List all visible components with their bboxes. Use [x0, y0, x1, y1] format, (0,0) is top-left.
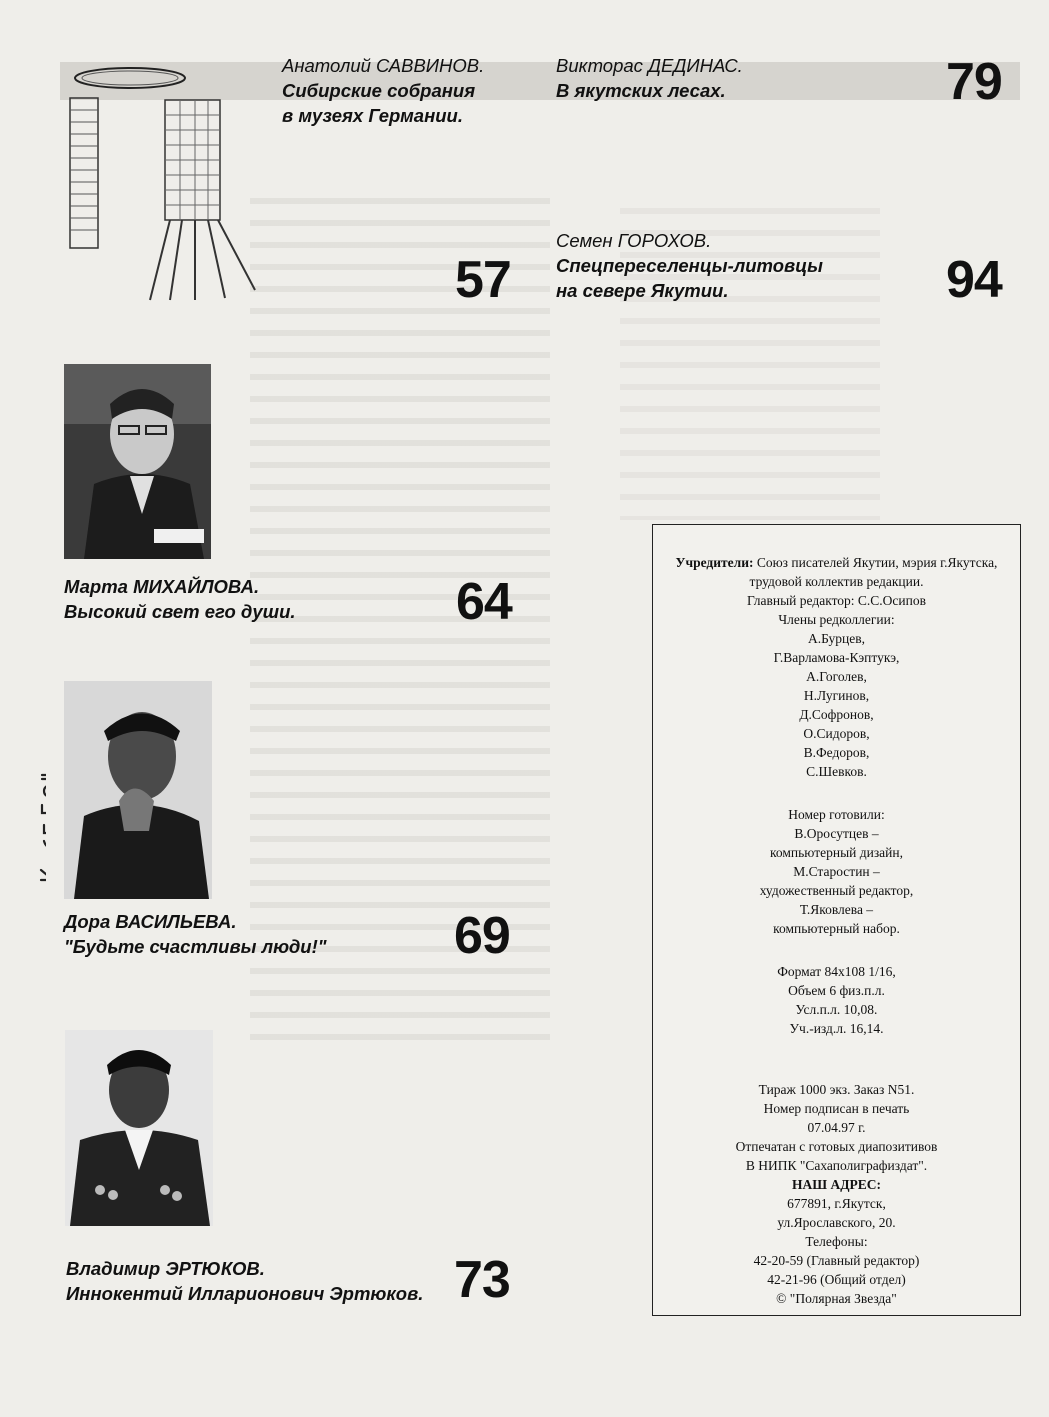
entry-title-line: В якутских лесах. — [556, 80, 726, 101]
toc-entry-vasilyeva[interactable] — [64, 909, 327, 959]
phones-label: Телефоны: — [805, 1234, 868, 1249]
signed-date: 07.04.97 г. — [807, 1120, 866, 1135]
toc-entry-savvinov[interactable] — [282, 53, 484, 128]
signed-line: Номер подписан в печать — [763, 1101, 910, 1116]
volume: Объем 6 физ.п.л. — [788, 983, 885, 998]
entry-author: Владимир ЭРТЮКОВ. — [66, 1258, 265, 1279]
author-photo — [64, 364, 211, 559]
page-number: 69 — [454, 907, 510, 965]
entry-title-line: Сибирские собрания — [282, 80, 476, 101]
board-member: Г.Варламова-Кэптукэ, — [773, 650, 900, 665]
page-number: 79 — [946, 53, 1002, 111]
author-photo — [65, 1030, 213, 1226]
entry-title-line: в музеях Германии. — [282, 105, 463, 126]
board-member: Д.Софронов, — [799, 707, 874, 722]
copyright: © "Полярная Звезда" — [776, 1291, 897, 1306]
toc-entry-gorokhov[interactable] — [556, 228, 823, 303]
printed-line: Отпечатан с готовых диапозитивов — [735, 1139, 938, 1154]
entry-title-line: Высокий свет его души. — [64, 601, 296, 622]
conv-sheets: Усл.п.л. 10,08. — [795, 1002, 878, 1017]
staff-name: Т.Яковлева – — [799, 902, 874, 917]
handwritten-shelf-mark — [6, 660, 46, 890]
staff-role: художественный редактор, — [759, 883, 914, 898]
address-line: ул.Ярославского, 20. — [777, 1215, 896, 1230]
entry-title-line: Иннокентий Илларионович Эртюков. — [66, 1283, 424, 1304]
entry-title-line: Спецпереселенцы-литовцы — [556, 255, 823, 276]
phone: 42-20-59 (Главный редактор) — [753, 1253, 920, 1268]
staff-name: В.Оросутцев – — [794, 826, 879, 841]
entry-author: Дора ВАСИЛЬЕВА. — [64, 911, 237, 932]
staff-name: М.Старостин – — [793, 864, 880, 879]
page-number: 57 — [455, 251, 511, 309]
author-photo — [64, 681, 212, 899]
chief-editor: Главный редактор: С.С.Осипов — [746, 593, 926, 608]
toc-entry-dedinas[interactable] — [556, 53, 743, 103]
format: Формат 84х108 1/16, — [777, 964, 896, 979]
address-label: НАШ АДРЕС: — [792, 1177, 881, 1192]
board-member: О.Сидоров, — [803, 726, 870, 741]
staff-role: компьютерный набор. — [773, 921, 900, 936]
staff-role: компьютерный дизайн, — [770, 845, 903, 860]
phone: 42-21-96 (Общий отдел) — [767, 1272, 906, 1287]
address-line: 677891, г.Якутск, — [787, 1196, 886, 1211]
entry-author: Семен ГОРОХОВ. — [556, 230, 712, 251]
page-number: 64 — [456, 573, 512, 631]
toc-entry-ertyukov[interactable] — [66, 1256, 423, 1306]
prepared-label: Номер готовили: — [788, 807, 885, 822]
board-label: Члены редколлегии: — [778, 612, 895, 627]
board-member: В.Федоров, — [803, 745, 870, 760]
board-member: С.Шевков. — [806, 764, 867, 779]
board-member: А.Бурцев, — [807, 631, 865, 646]
board-member: А.Гоголев, — [806, 669, 867, 684]
imprint-box — [652, 524, 1021, 1316]
jewelry-illustration — [40, 60, 280, 310]
page-number: 73 — [454, 1251, 510, 1309]
founders-line: Учредители: Союз писателей Якутии, мэрия г.Якутска, — [675, 555, 998, 570]
page-number: 94 — [946, 251, 1002, 309]
entry-author: Викторас ДЕДИНАС. — [556, 55, 743, 76]
entry-author: Анатолий САВВИНОВ. — [282, 55, 485, 76]
board-member: Н.Лугинов, — [803, 688, 870, 703]
entry-title-line: "Будьте счастливы люди!" — [64, 936, 327, 957]
pub-sheets: Уч.-изд.л. 16,14. — [789, 1021, 884, 1036]
entry-title-line: на севере Якутии. — [556, 280, 729, 301]
founders-line-2: трудовой коллектив редакции. — [749, 574, 924, 589]
printed-house: В НИПК "Сахаполиграфиздат". — [745, 1158, 928, 1173]
print-run: Тираж 1000 экз. Заказ N51. — [758, 1082, 915, 1097]
toc-entry-mikhailova[interactable] — [64, 574, 296, 624]
entry-author: Марта МИХАЙЛОВА. — [64, 576, 260, 597]
